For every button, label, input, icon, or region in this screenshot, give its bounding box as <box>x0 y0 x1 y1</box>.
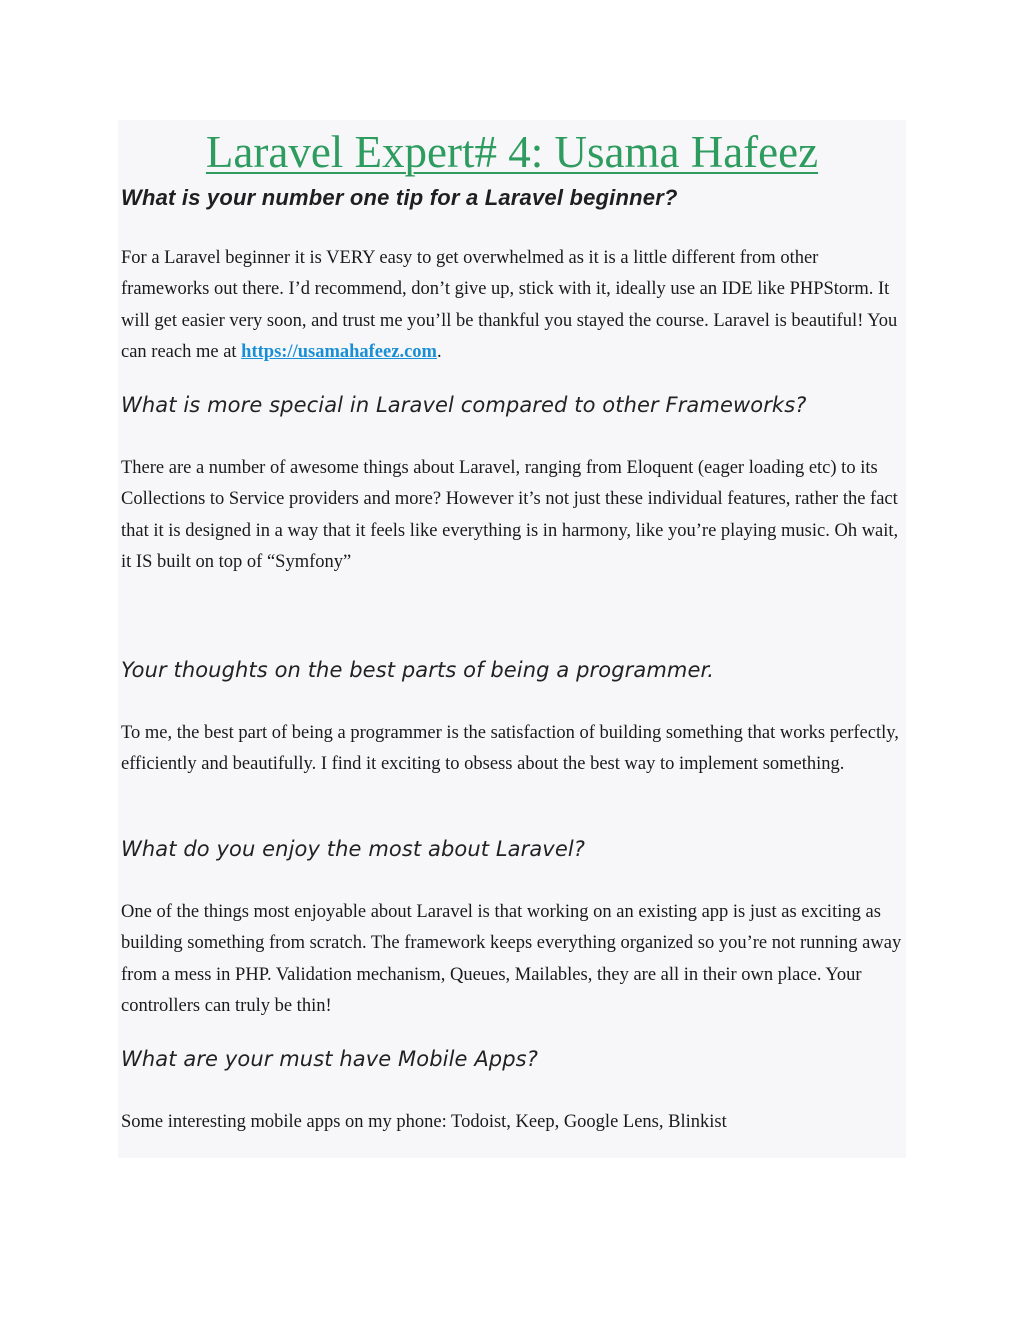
question-beginner-tip: What is your number one tip for a Laravel beginner? <box>121 185 678 210</box>
answer-enjoy-most: One of the things most enjoyable about Laravel is that working on an existing app is just as exciting as building something from scratch. The framework keeps everything organized so you’re not running away from a mess in PHP. Validation mechanism, Queues, Mailables, they are all in their own place. Your controllers can truly be thin! <box>121 902 902 1016</box>
question-mobile-apps: What are your must have Mobile Apps? <box>121 1047 538 1071</box>
question-best-parts: Your thoughts on the best parts of being a programmer. <box>121 658 715 682</box>
website-link[interactable]: https://usamahafeez.com <box>241 341 437 362</box>
answer-mobile-apps: Some interesting mobile apps on my phone: Todoist, Keep, Google Lens, Blinkist <box>121 1112 727 1132</box>
answer-beginner-tip-end: . <box>436 341 442 362</box>
question-special-features: What is more special in Laravel compared to other Frameworks? <box>121 393 807 417</box>
page-title: Laravel Expert# 4: Usama Hafeez <box>205 127 819 177</box>
answer-special-features: There are a number of awesome things about Laravel, ranging from Eloquent (eager loading etc) to its Collections to Service providers and more? However it’s not just these individual features, rather the fact that it is designed in a way that it feels like everything is in harmony, like you’re playing music. Oh wait, it IS built on top of “Symfony” <box>121 458 899 572</box>
question-enjoy-most: What do you enjoy the most about Laravel? <box>121 837 586 861</box>
answer-best-parts: To me, the best part of being a programmer is the satisfaction of building something that works perfectly, efficiently and beautifully. I find it exciting to obsess about the best way to implement something. <box>121 723 899 775</box>
answer-beginner-tip-text: For a Laravel beginner it is VERY easy to get overwhelmed as it is a little different from other frameworks out there. I’d recommend, don’t give up, stick with it, ideally use an IDE like PHPStorm. It will get easier very soon, and trust me you’ll be thankful you stayed the course. Laravel is beautiful! You can reach me at <box>121 248 898 362</box>
answer-beginner-tip <box>121 243 911 368</box>
